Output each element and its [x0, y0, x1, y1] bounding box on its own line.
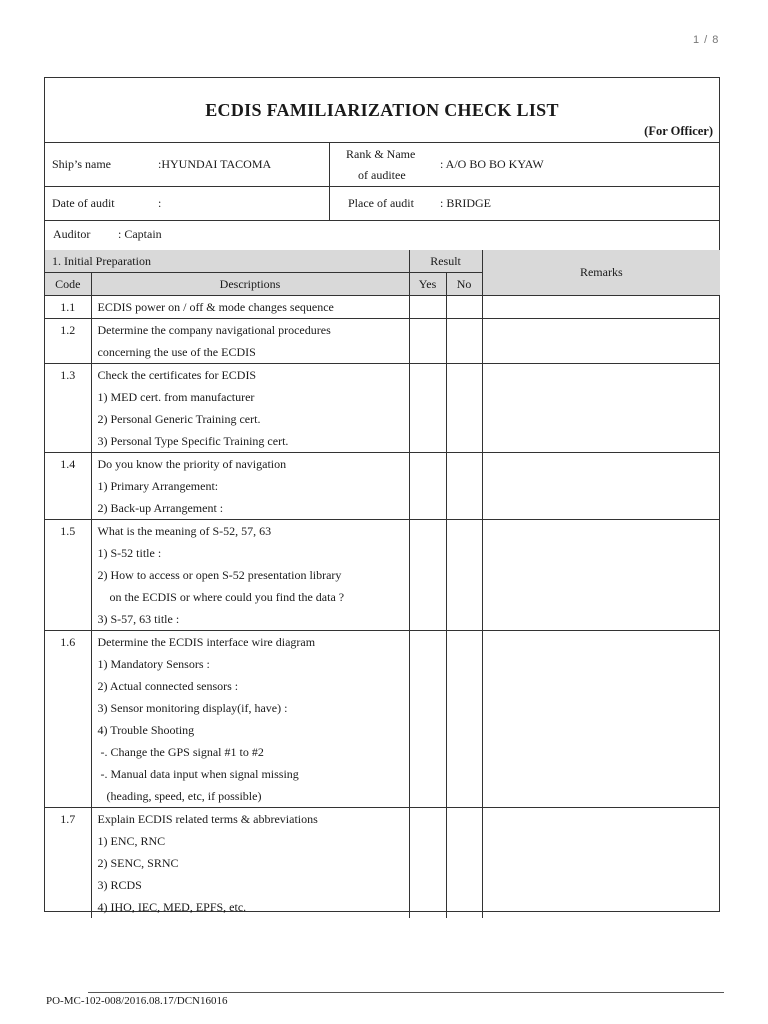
description-line: Do you know the priority of navigation — [97, 457, 287, 471]
document-code: PO-MC-102-008/2016.08.17/DCN16016 — [46, 995, 228, 1007]
description-line: 1) MED cert. from manufacturer — [97, 390, 255, 404]
page-number: 1 / 8 — [693, 34, 720, 46]
descriptions-header: Descriptions — [91, 273, 409, 296]
checklist-form — [44, 77, 720, 912]
no-cell[interactable] — [446, 520, 482, 631]
remarks-cell[interactable] — [482, 631, 720, 808]
yes-cell[interactable] — [409, 319, 446, 364]
remarks-cell[interactable] — [482, 520, 720, 631]
auditor-row — [45, 220, 719, 251]
description-line: ECDIS power on / off & mode changes sequence — [97, 300, 334, 314]
description-line: 2) Back-up Arrangement : — [97, 501, 224, 515]
no-cell[interactable] — [446, 296, 482, 319]
table-row — [45, 453, 720, 520]
no-cell[interactable] — [446, 631, 482, 808]
code-header: Code — [45, 273, 91, 296]
row-description — [91, 520, 409, 631]
row-description — [91, 808, 409, 919]
yes-cell[interactable] — [409, 453, 446, 520]
row-code-text: 1.6 — [60, 635, 76, 649]
row-description — [91, 453, 409, 520]
description-line: Explain ECDIS related terms & abbreviations — [97, 812, 318, 826]
table-row — [45, 364, 720, 453]
description-line: 1) ENC, RNC — [97, 834, 166, 848]
divider — [329, 186, 330, 220]
no-header: No — [446, 273, 482, 296]
no-cell[interactable] — [446, 319, 482, 364]
row-code — [45, 520, 91, 631]
rank-name-value: : A/O BO BO KYAW — [440, 157, 544, 171]
place-of-audit-value: : BRIDGE — [440, 196, 491, 210]
row-code-text: 1.3 — [60, 368, 76, 382]
description-line: 2) SENC, SRNC — [97, 856, 179, 870]
auditor-label: Auditor — [53, 227, 91, 241]
row-code-text: 1.7 — [60, 812, 76, 826]
row-code — [45, 364, 91, 453]
no-cell[interactable] — [446, 453, 482, 520]
remarks-header: Remarks — [482, 250, 720, 296]
row-code — [45, 631, 91, 808]
title-box — [45, 78, 719, 143]
section-title: 1. Initial Preparation — [45, 250, 409, 273]
description-line: Determine the company navigational procedures — [97, 323, 331, 337]
table-row — [45, 808, 720, 919]
row-code-text: 1.4 — [60, 457, 76, 471]
description-line: 2) Personal Generic Training cert. — [97, 412, 261, 426]
remarks-cell[interactable] — [482, 808, 720, 919]
row-code-text: 1.2 — [60, 323, 76, 337]
rank-name-label: Rank & Name — [346, 147, 416, 161]
description-line: 1) Primary Arrangement: — [97, 479, 219, 493]
row-code-text: 1.1 — [60, 300, 76, 314]
yes-cell[interactable] — [409, 296, 446, 319]
row-code — [45, 453, 91, 520]
date-place-row — [45, 186, 719, 221]
description-line: 1) Mandatory Sensors : — [97, 657, 210, 671]
remarks-cell[interactable] — [482, 296, 720, 319]
description-line: 3) S-57, 63 title : — [97, 612, 180, 626]
description-line: on the ECDIS or where could you find the data ? — [97, 590, 345, 604]
checklist-table — [45, 250, 720, 918]
row-code-text: 1.5 — [60, 524, 76, 538]
divider — [329, 142, 330, 186]
yes-cell[interactable] — [409, 808, 446, 919]
no-cell[interactable] — [446, 364, 482, 453]
remarks-cell[interactable] — [482, 453, 720, 520]
table-row — [45, 319, 720, 364]
description-line: -. Manual data input when signal missing — [97, 767, 299, 781]
yes-cell[interactable] — [409, 364, 446, 453]
document-subtitle: (For Officer) — [644, 124, 713, 138]
remarks-cell[interactable] — [482, 364, 720, 453]
ship-name-value: :HYUNDAI TACOMA — [158, 157, 272, 171]
description-line: 2) Actual connected sensors : — [97, 679, 239, 693]
description-line: 4) IHO, IEC, MED, EPFS, etc. — [97, 900, 247, 914]
table-row — [45, 520, 720, 631]
description-line: concerning the use of the ECDIS — [97, 345, 256, 359]
footer-rule — [88, 992, 724, 993]
description-line: Check the certificates for ECDIS — [97, 368, 257, 382]
row-code — [45, 319, 91, 364]
ship-name-label: Ship’s name — [52, 157, 111, 171]
description-line: 4) Trouble Shooting — [97, 723, 195, 737]
table-row — [45, 631, 720, 808]
remarks-cell[interactable] — [482, 319, 720, 364]
row-code — [45, 296, 91, 319]
rank-name-label-2: of auditee — [358, 168, 406, 182]
description-line: What is the meaning of S-52, 57, 63 — [97, 524, 272, 538]
place-of-audit-label: Place of audit — [348, 196, 414, 210]
description-line: -. Change the GPS signal #1 to #2 — [97, 745, 264, 759]
no-cell[interactable] — [446, 808, 482, 919]
result-header: Result — [409, 250, 482, 273]
row-description — [91, 364, 409, 453]
description-line: Determine the ECDIS interface wire diagram — [97, 635, 316, 649]
table-row — [45, 296, 720, 319]
row-description — [91, 319, 409, 364]
description-line: 3) Sensor monitoring display(if, have) : — [97, 701, 288, 715]
description-line: 1) S-52 title : — [97, 546, 162, 560]
yes-cell[interactable] — [409, 520, 446, 631]
auditor-value: : Captain — [118, 227, 162, 241]
date-of-audit-value: : — [158, 196, 162, 210]
row-code — [45, 808, 91, 919]
yes-header: Yes — [409, 273, 446, 296]
description-line: 3) Personal Type Specific Training cert. — [97, 434, 289, 448]
checklist-body — [45, 296, 720, 919]
document-title: ECDIS FAMILIARIZATION CHECK LIST — [205, 100, 559, 120]
date-of-audit-label: Date of audit — [52, 196, 115, 210]
yes-cell[interactable] — [409, 631, 446, 808]
row-description — [91, 631, 409, 808]
description-line: (heading, speed, etc, if possible) — [97, 789, 262, 803]
ship-rank-row — [45, 142, 719, 187]
description-line: 3) RCDS — [97, 878, 142, 892]
row-description — [91, 296, 409, 319]
description-line: 2) How to access or open S-52 presentation library — [97, 568, 342, 582]
